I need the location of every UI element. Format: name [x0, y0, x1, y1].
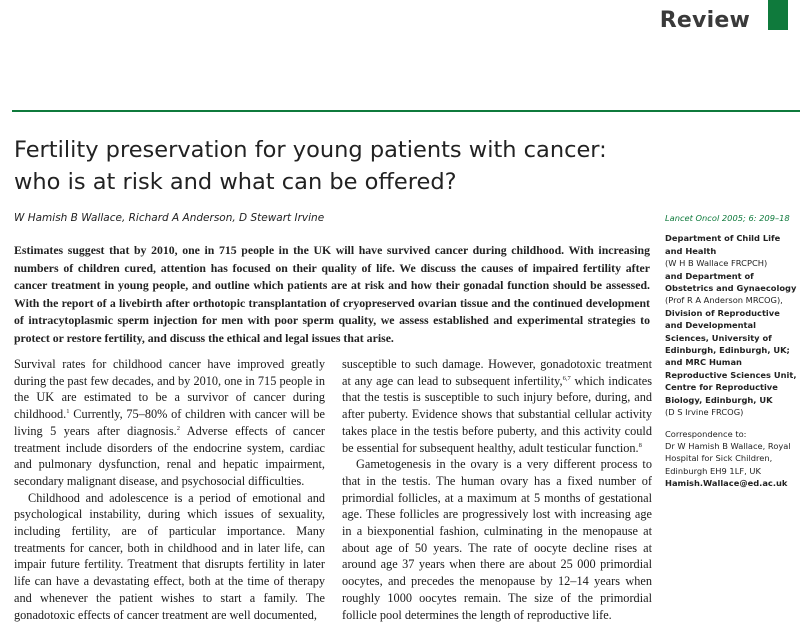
sidebar: [665, 212, 800, 490]
citation: Lancet Oncol 2005; 6: 209–18: [665, 213, 790, 223]
body-column-2: [342, 356, 652, 623]
affiliation-note: (W H B Wallace FRCPCH): [665, 258, 768, 269]
affiliations: [665, 232, 800, 418]
article-title: Fertility preservation for young patients with cancer: who is at risk and what can be offered?: [14, 137, 607, 195]
body-paragraph: Gametogenesis in the ovary is a very different process to that in the testis. The human ovary has a fixed number of primordial follicles, at a maximum at 5 months of gestational age. These follicles are progressively lost with increasing age in a biexponential fashion, culminating in the menopause at about age of 50 years. The rate of oocyte decline rises at around age 37 years when there are about 25 000 primordial oocytes, and precedes the menopause by 12–14 years when roughly 1000 oocytes remain. The size of the primordial follicle pool determines the length of reproductive life.: [342, 457, 652, 622]
body-paragraph: susceptible to such damage. However, gonadotoxic treatment at any age can lead to subsequent infertility,$^{6,7}$ which indicates that the testis is susceptible to such injury before, during, and after puberty. Evidence shows that substantial cellular activity takes place in the testis before puberty, and this activity could be essential for subsequent healthy, adult testicular function.$^8$: [342, 357, 652, 455]
section-color-tab: [768, 0, 788, 30]
affiliation-note: (D S Irvine FRCOG): [665, 407, 744, 418]
reference-marker[interactable]: 8: [638, 441, 642, 449]
section-label: Review: [659, 8, 750, 33]
article-authors: W Hamish B Wallace, Richard A Anderson, D Stewart Irvine: [14, 212, 325, 224]
header-rule: [12, 110, 800, 112]
body-paragraph: Survival rates for childhood cancer have improved greatly during the past few decades, and by 2010, one in 715 people in the UK are estimated to be a survivor of cancer during childhood.$^1$ Currently, 75–80% of children with cancer will be living 5 years after diagnosis.$^2$ Adverse effects of cancer treatment include disorders of the endocrine system, cardiac and pulmonary dysfunction, renal and hepatic impairment, secondary malignant disease, and psychosocial difficulties.: [14, 357, 325, 488]
reference-marker[interactable]: 6,7: [562, 374, 571, 382]
correspondence: [665, 428, 800, 490]
affiliation: Department of Child Life and Health: [665, 233, 781, 256]
reference-marker[interactable]: 2: [176, 424, 180, 432]
body-column-1: [14, 356, 325, 623]
affiliation-note: (Prof R A Anderson MRCOG),: [665, 295, 783, 306]
abstract: Estimates suggest that by 2010, one in 715 people in the UK will have survived cancer during childhood. With increasing numbers of children cured, attention has focused on their quality of life. We discuss the causes of impaired fertility after cancer treatment in young people, and outline which patients are at risk and how their gonadal function should be assessed. With the report of a livebirth after orthotopic transplantation of cryopreserved ovarian tissue and the continued development of intracytoplasmic sperm injection for men with poor sperm quality, we assess established and experimental strategies to protect or restore fertility, and discuss the ethical and legal issues that arise.: [14, 243, 650, 345]
affiliation: and Department of Obstetrics and Gynaecology: [665, 270, 797, 294]
correspondence-label: Correspondence to:: [665, 428, 747, 439]
correspondence-email[interactable]: Hamish.Wallace@ed.ac.uk: [665, 478, 788, 489]
body-paragraph: Childhood and adolescence is a period of emotional and psychological instability, during which issues of sexuality, including fertility, are of particular importance. Many treatments for cancer, both in childhood and in later life, can impair future fertility. Treatment that disrupts fertility in later life can have a devastating effect, both at the time of therapy and whenever the patient wishes to start a family. The gonadotoxic effects of cancer treatment are well documented,: [14, 490, 325, 622]
affiliation: Division of Reproductive and Developmental Sciences, University of Edinburgh, Edinburgh, UK; and MRC Human Reproductive Sciences Unit, Centre for Reproductive Biology, Edinburgh, UK: [665, 307, 797, 405]
correspondence-address: Dr W Hamish B Wallace, Royal Hospital for Sick Children, Edinburgh EH9 1LF, UK: [665, 440, 791, 476]
reference-marker[interactable]: 1: [66, 408, 70, 416]
